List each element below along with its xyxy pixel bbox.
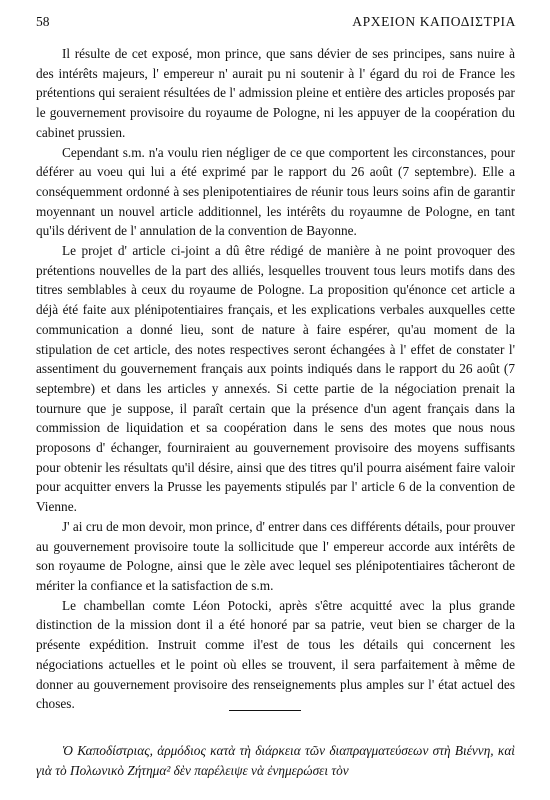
greek-commentary xyxy=(36,741,515,780)
paragraph: Le chambellan comte Léon Potocki, après s'être acquitté avec la plus grande distinction de la mission dont il a été honoré par sa patrie, veut bien se charger de la présente expédition. Instruit comme il'est de tous les détails qui concernent les négociations actuelles et le point où elles se trouvent, il sera parfaitement à même de donner au gouvernement provisoire des renseignements plus amples sur l' état actuel des choses. xyxy=(36,597,515,712)
paragraph: J' ai cru de mon devoir, mon prince, d' entrer dans ces différents détails, pour prouver au gouvernement provisoire toute la sollicitude que l' empereur accorde aux intérêts de son royaume de Pologne, ainsi que le zèle avec lequel ses plénipotentiaires tâcheront de mériter la confiance et la satisfaction de s.m. xyxy=(36,518,516,593)
commentary-paragraph: Ὁ Καποδίστριας, ἁρμόδιος κατὰ τὴ διάρκεια τῶν διαπραγματεύσεων στὴ Βιέννη, καὶ γιὰ τὸ Πολωνικὸ Ζήτημα² δὲν παρέλειψε νὰ ἐνημερώσει τὸν xyxy=(36,743,515,778)
page-number: 58 xyxy=(36,14,50,29)
paragraph: Il résulte de cet exposé, mon prince, que sans dévier de ses principes, sans nuire à des intérêts majeurs, l' empereur n' aurait pu ni soutenir à l' égard du roi de France les prétentions qui seraient résultées de l' admission pleine et entière des articles proposés par le gouvernement provisoire du royaume de Pologne, ni les appuyer de la coopération du cabinet prussien. xyxy=(36,46,515,140)
page-header xyxy=(36,13,516,31)
section-separator xyxy=(229,710,301,711)
paragraph: Cependant s.m. n'a voulu rien négliger de ce que comportent les circonstances, pour déférer au voeu qui lui a été exprimé par le rapport du 26 août (7 septembre). Elle a conséquemment ordonné à ses plenipotentiaires de réunir tous leurs soins afin de garantir moyennant un nouvel article additionnel, les intérêts du royaumne de Pologne, en tant qu'ils dérivent de l' annulation de la convention de Bayonne. xyxy=(36,144,515,239)
running-title: ΑΡΧΕΙΟΝ ΚΑΠΟΔΙΣΤΡΙΑ xyxy=(352,14,516,29)
body-text xyxy=(36,44,515,714)
paragraph: Le projet d' article ci-joint a dû être rédigé de manière à ne point provoquer des prétentions nouvelles de la part des alliés, lesquelles trouvent tous leurs motifs dans des titres semblables à ceux du royaume de Pologne. La proposition qu'énonce cet article a déjà été faite aux plénipotentiaires français, et les explications verbales auxquelles cette communication a donné lieu, sont de nature à faire espérer, qu'au moment de la stipulation de cet article, des notes respectives seront échangées à l' effet de constater l' assentiment du gouvernement français aux points indiqués dans le rapport du 26 août (7 septembre) et dans les articles y annexés. Si cette partie de la négociation prenait la tournure que je suppose, il paraît certain que la présence d'un agent français dans la commission de liquidation et sa coopération dans le sens des motes que nous nous proposons d' échanger, fourniraient au gouvernement provisoire des moyens suffisants pour obtenir les résultats qu'il désire, ainsi que des titres qu'il pourra aisément faire valoir pour acquitter envers la Prusse les payements stipulés par l' article 6 de la convention de Vienne. xyxy=(36,243,515,515)
